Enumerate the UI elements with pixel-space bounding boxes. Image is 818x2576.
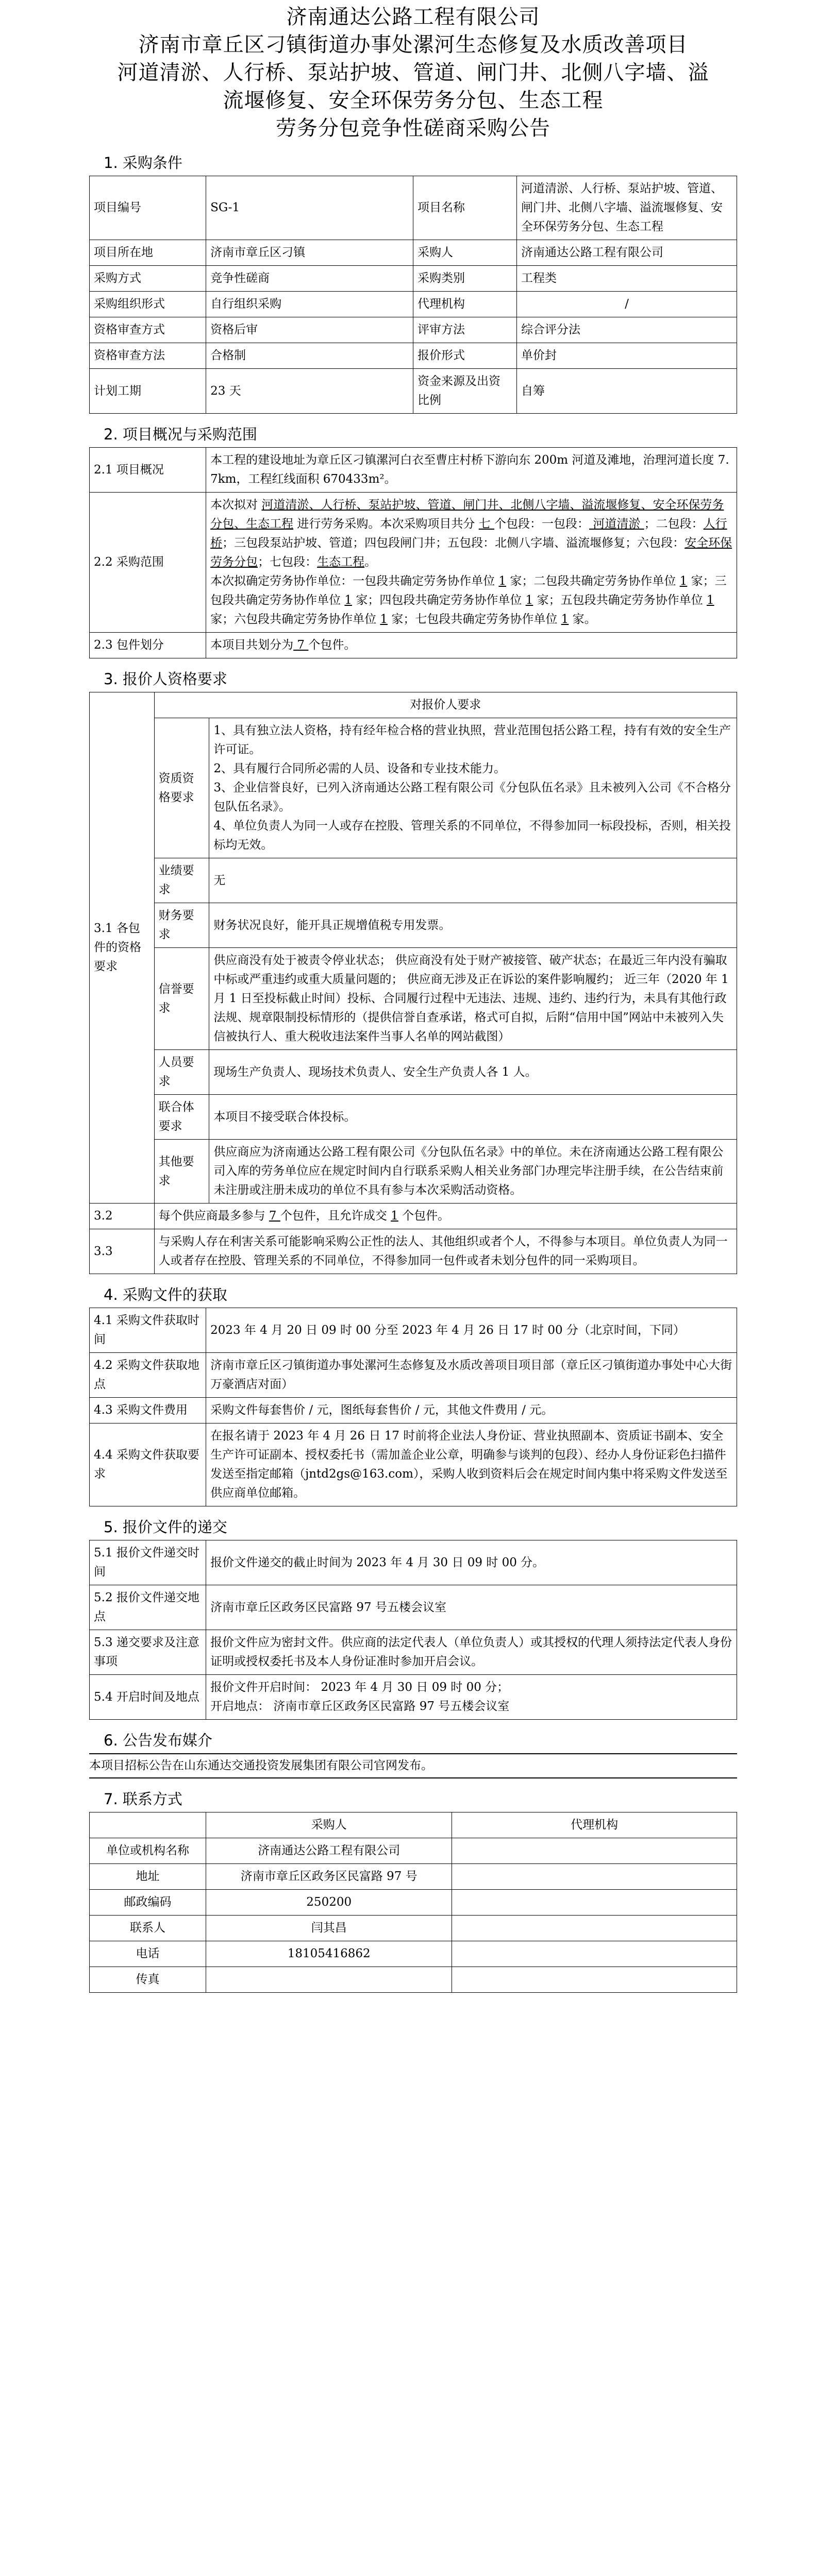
scope-paragraph-2: [210, 572, 732, 629]
overview-label: 2.1 项目概况: [90, 448, 206, 493]
text-run: 家。: [569, 613, 596, 626]
row-label: 5.3 递交要求及注意事项: [90, 1630, 206, 1675]
field-label: 评审方法: [413, 317, 516, 343]
text-run: ；二包段：: [644, 517, 704, 531]
field-value: 23 天: [206, 369, 413, 414]
underlined-value: 1: [498, 574, 507, 588]
qual-item-3: 3、企业信誉良好，已列入济南通达公路工程有限公司《分包队伍名录》且未被列入公司《不合格分包队伍名录》。: [213, 781, 731, 814]
field-label: 资格审查方法: [90, 343, 206, 369]
opening-place: 开启地点： 济南市章丘区政务区民富路 97 号五楼会议室: [210, 1700, 510, 1713]
finance-label: 财务要求: [154, 903, 209, 948]
row-value: 报价文件应为密封文件。供应商的法定代表人（单位负责人）或其授权的代理人须持法定代表人身份证明或授权委托书及本人身份证准时参加开启会议。: [206, 1630, 737, 1675]
field-value: 竞争性磋商: [206, 266, 413, 292]
field-value: 合格制: [206, 343, 413, 369]
underlined-value: 7: [269, 1209, 280, 1223]
column-header: 代理机构: [452, 1812, 737, 1838]
title-block: [89, 3, 737, 142]
contact-label: 联系人: [90, 1916, 206, 1941]
contact-label: 电话: [90, 1941, 206, 1967]
qual-cert-label: 资质资格要求: [154, 718, 209, 858]
table-row: [90, 948, 737, 1050]
project-title: 济南市章丘区刁镇街道办事处漯河生态修复及水质改善项目: [138, 33, 688, 57]
qualification-main-label: 3.1 各包件的资格要求: [90, 692, 155, 1204]
field-label: 采购类别: [413, 266, 516, 292]
field-label: 采购人: [413, 240, 516, 266]
qual-item-1: 1、具有独立法人资格，持有经年检合格的营业执照，营业范围包括公路工程，持有有效的安全生产许可证。: [213, 724, 731, 756]
qualification-header: 对报价人要求: [154, 692, 737, 718]
table-row: [90, 1204, 737, 1229]
contact-label: 地址: [90, 1864, 206, 1890]
row-label: 4.4 采购文件获取要求: [90, 1423, 206, 1506]
text-run: 进行劳务采购。本次采购项目共分: [293, 517, 479, 531]
table-row: [90, 1967, 737, 1993]
section-6-heading: 6. 公告发布媒介: [104, 1732, 212, 1749]
personnel-label: 人员要求: [154, 1050, 209, 1095]
text-run: ；三包段泵站护坡、管道；四包段闸门井；五包段：北侧八字墙、溢流堰修复；六包段：: [222, 536, 685, 550]
table-row: [90, 633, 737, 658]
underlined-value: 河道清淤、人行桥、泵站护坡、管道、闸门井、北侧八字墙、溢流堰修复、安全环保劳务分包、生态工程: [210, 498, 724, 531]
table-row: [90, 1864, 737, 1890]
underlined-value: 1: [561, 613, 569, 626]
performance-text: 无: [209, 858, 737, 903]
text-run: ；七包段：: [258, 555, 318, 569]
rule-3-3-label: 3.3: [90, 1229, 155, 1274]
contact-value: [452, 1864, 737, 1890]
row-label: 5.2 报价文件递交地点: [90, 1585, 206, 1630]
contact-value: [452, 1941, 737, 1967]
table-row: [90, 1916, 737, 1941]
table-row: [90, 1095, 737, 1140]
document: [89, 3, 737, 1993]
section-5-heading: 5. 报价文件的递交: [104, 1518, 227, 1536]
opening-time: 报价文件开启时间： 2023 年 4 月 30 日 09 时 00 分；: [210, 1681, 509, 1694]
row-value: 济南市章丘区政务区民富路 97 号五楼会议室: [206, 1585, 737, 1630]
row-label: 4.2 采购文件获取地点: [90, 1353, 206, 1398]
submission-table: [89, 1540, 737, 1720]
contact-value: [452, 1838, 737, 1864]
text-run: 每个供应商最多参与: [158, 1209, 269, 1223]
rule-3-2-label: 3.2: [90, 1204, 155, 1229]
underlined-value: 人行桥: [210, 517, 727, 550]
field-value: /: [516, 292, 737, 317]
section-3-heading: 3. 报价人资格要求: [104, 670, 227, 688]
table-row: [90, 1398, 737, 1423]
row-label: 5.1 报价文件递交时间: [90, 1540, 206, 1585]
document-acquisition-table: [89, 1308, 737, 1506]
table-row: [90, 1229, 737, 1274]
scope-title-line-1: 河道清淤、人行桥、泵站护坡、管道、闸门井、北侧八字墙、溢: [117, 61, 709, 84]
field-label: 代理机构: [413, 292, 516, 317]
row-value: 在报名请于 2023 年 4 月 26 日 17 时前将企业法人身份证、营业执照副本、资质证书副本、安全生产许可证副本、授权委托书（需加盖企业公章，明确参与谈判的包段）、经办人身份证彩色扫描件发送至指定邮箱（jntd2gs@163.com），采购人收到资料后会在规定时间内集中将采购文件发送至供应商单位邮箱。: [206, 1423, 737, 1506]
publication-media-text: 本项目招标公告在山东通达交通投资发展集团有限公司官网发布。: [89, 1759, 433, 1772]
field-label: 项目编号: [90, 176, 206, 240]
text-run: 个包段：一包段：: [494, 517, 590, 531]
section-2-heading: 2. 项目概况与采购范围: [104, 426, 257, 443]
table-row: [90, 1838, 737, 1864]
procurement-conditions-table: [89, 176, 737, 414]
field-value: 济南通达公路工程有限公司: [516, 240, 737, 266]
table-row: [90, 1540, 737, 1585]
table-row: [90, 448, 737, 493]
opening-label: 5.4 开启时间及地点: [90, 1675, 206, 1720]
row-value: 采购文件每套售价 / 元，图纸每套售价 / 元，其他文件费用 / 元。: [206, 1398, 737, 1423]
table-header-row: [90, 1812, 737, 1838]
section-1-heading: 1. 采购条件: [104, 154, 182, 172]
qual-item-4: 4、单位负责人为同一人或存在控股、管理关系的不同单位，不得参加同一标段投标，否则，相关投标均无效。: [213, 819, 731, 852]
text-run: 家；四包段共确定劳务协作单位: [352, 594, 526, 607]
table-row: [90, 317, 737, 343]
scope-title-line-2: 流堰修复、安全环保劳务分包、生态工程: [223, 89, 604, 112]
table-row: [90, 240, 737, 266]
contact-value: 济南市章丘区政务区民富路 97 号: [206, 1864, 452, 1890]
column-header: 采购人: [206, 1812, 452, 1838]
text-run: 个包件。: [398, 1209, 450, 1223]
table-row: [90, 1353, 737, 1398]
overview-text: 本工程的建设地址为章丘区刁镇漯河白衣至曹庄村桥下游向东 200m 河道及滩地，治理河道长度 7.7km，工程红线面积 670433m²。: [206, 448, 737, 493]
credit-label: 信誉要求: [154, 948, 209, 1050]
text-run: 本次拟确定劳务协作单位：一包段共确定劳务协作单位: [210, 574, 499, 588]
row-value: 报价文件递交的截止时间为 2023 年 4 月 30 日 09 时 00 分。: [206, 1540, 737, 1585]
table-row: [90, 903, 737, 948]
finance-text: 财务状况良好，能开具正规增值税专用发票。: [209, 903, 737, 948]
table-row: [90, 1423, 737, 1506]
table-row: [90, 1308, 737, 1353]
consortium-label: 联合体要求: [154, 1095, 209, 1140]
field-label: 资金来源及出资比例: [413, 369, 516, 414]
credit-text: 供应商没有处于被责令停业状态； 供应商没有处于财产被接管、破产状态；在最近三年内没有骗取中标或严重违约或重大质量问题的； 供应商无涉及正在诉讼的案件影响履约； 近三年（2020 年 1 月 1 日至投标截止时间）投标、合同履行过程中无违法、违规、违约、违约行为，未具有其他行政法规、规章限制投标情形的（提供信誉自查承诺，格式可自拟，后附“信用中国”网站中未被列入失信被执行人、重大税收违法案件当事人名单的网站截图）: [209, 948, 737, 1050]
text-run: 家；五包段共确定劳务协作单位: [533, 594, 707, 607]
package-count: 7: [293, 638, 309, 652]
table-row: [90, 1890, 737, 1916]
announcement-title: 劳务分包竞争性磋商采购公告: [276, 116, 550, 140]
underlined-value: 1: [391, 1209, 398, 1223]
field-value: 自筹: [516, 369, 737, 414]
underlined-value: 1: [525, 594, 533, 607]
table-row: [90, 369, 737, 414]
company-title: 济南通达公路工程有限公司: [286, 5, 540, 29]
contact-value: [452, 1967, 737, 1993]
package-label: 2.3 包件划分: [90, 633, 206, 658]
column-header: [90, 1812, 206, 1838]
contact-value: 闫其昌: [206, 1916, 452, 1941]
table-row: [90, 176, 737, 240]
table-row: [90, 493, 737, 633]
qualification-table: [89, 692, 737, 1274]
underlined-value: 1: [380, 613, 388, 626]
table-row: [90, 343, 737, 369]
row-label: 4.1 采购文件获取时间: [90, 1308, 206, 1353]
field-value: 济南市章丘区刁镇: [206, 240, 413, 266]
field-label: 采购方式: [90, 266, 206, 292]
rule-3-2-text: [154, 1204, 737, 1229]
text-run: 。: [364, 555, 377, 569]
underlined-value: 安全环保劳务分包: [210, 536, 732, 569]
text-run: 个包件，且允许成交: [280, 1209, 391, 1223]
table-row: [90, 266, 737, 292]
field-value: 工程类: [516, 266, 737, 292]
table-row: [90, 858, 737, 903]
rule-3-3-text: 与采购人存在利害关系可能影响采购公正性的法人、其他组织或者个人，不得参与本项目。单位负责人为同一人或者存在控股、管理关系的不同单位，不得参加同一包件或者未划分包件的同一采购项目。: [154, 1229, 737, 1274]
underlined-value: 河道清淤: [589, 517, 644, 531]
table-row: [90, 718, 737, 858]
text-run: 家；六包段共确定劳务协作单位: [210, 613, 380, 626]
contact-value: [452, 1890, 737, 1916]
section-7-heading: 7. 联系方式: [104, 1790, 182, 1808]
scope-label: 2.2 采购范围: [90, 493, 206, 633]
contact-table: [89, 1812, 737, 1993]
field-value: 自行组织采购: [206, 292, 413, 317]
scope-paragraph-1: [210, 496, 732, 572]
package-text: [206, 633, 737, 658]
field-value: 综合评分法: [516, 317, 737, 343]
field-label: 采购组织形式: [90, 292, 206, 317]
text-run: 本次拟对: [210, 498, 262, 512]
contact-value: [206, 1967, 452, 1993]
table-row: [90, 1941, 737, 1967]
table-row: [90, 1140, 737, 1204]
divider: [89, 1777, 737, 1778]
row-value: 2023 年 4 月 20 日 09 时 00 分至 2023 年 4 月 26 日 17 时 00 分（北京时间，下同）: [206, 1308, 737, 1353]
underlined-value: 1: [706, 594, 714, 607]
project-overview-table: [89, 447, 737, 658]
personnel-text: 现场生产负责人、现场技术负责人、安全生产负责人各 1 人。: [209, 1050, 737, 1095]
underlined-value: 1: [344, 594, 353, 607]
table-row: [90, 292, 737, 317]
underlined-value: 生态工程: [317, 555, 365, 569]
qual-item-2: 2、具有履行合同所必需的人员、设备和专业技术能力。: [213, 762, 506, 775]
field-value: 河道清淤、人行桥、泵站护坡、管道、闸门井、北侧八字墙、溢流堰修复、安全环保劳务分包、生态工程: [516, 176, 737, 240]
other-text: 供应商应为济南通达公路工程有限公司《分包队伍名录》中的单位。未在济南通达公路工程有限公司入库的劳务单位应在规定时间内自行联系采购人相关业务部门办理完毕注册手续，在公告结束前未注册或注册未成功的单位不具有参与本次采购活动资格。: [209, 1140, 737, 1204]
scope-text: [206, 493, 737, 633]
table-row: [90, 1585, 737, 1630]
opening-text: [206, 1675, 737, 1720]
field-label: 资格审查方式: [90, 317, 206, 343]
package-text-post: 个包件。: [308, 638, 356, 652]
contact-label: 传真: [90, 1967, 206, 1993]
field-label: 项目所在地: [90, 240, 206, 266]
table-row: [90, 1630, 737, 1675]
row-label: 4.3 采购文件费用: [90, 1398, 206, 1423]
package-text-pre: 本项目共划分为: [210, 638, 294, 652]
qual-cert-text: [209, 718, 737, 858]
performance-label: 业绩要求: [154, 858, 209, 903]
contact-label: 邮政编码: [90, 1890, 206, 1916]
field-label: 项目名称: [413, 176, 516, 240]
row-value: 济南市章丘区刁镇街道办事处漯河生态修复及水质改善项目项目部（章丘区刁镇街道办事处中心大街万豪酒店对面）: [206, 1353, 737, 1398]
section-4-heading: 4. 采购文件的获取: [104, 1286, 227, 1303]
field-value: SG-1: [206, 176, 413, 240]
field-label: 计划工期: [90, 369, 206, 414]
field-label: 报价形式: [413, 343, 516, 369]
table-row: [90, 692, 737, 718]
underlined-value: 1: [679, 574, 688, 588]
contact-value: [452, 1916, 737, 1941]
contact-value: 济南通达公路工程有限公司: [206, 1838, 452, 1864]
text-run: 家；三包段共确定劳务协作单位: [210, 574, 727, 607]
text-run: 家；二包段共确定劳务协作单位: [506, 574, 680, 588]
contact-label: 单位或机构名称: [90, 1838, 206, 1864]
contact-value: 18105416862: [206, 1941, 452, 1967]
consortium-text: 本项目不接受联合体投标。: [209, 1095, 737, 1140]
text-run: 家；七包段共确定劳务协作单位: [388, 613, 561, 626]
other-label: 其他要求: [154, 1140, 209, 1204]
contact-value: 250200: [206, 1890, 452, 1916]
table-row: [90, 1675, 737, 1720]
table-row: [90, 1050, 737, 1095]
underlined-value: 七: [478, 517, 495, 531]
field-value: 资格后审: [206, 317, 413, 343]
field-value: 单价封: [516, 343, 737, 369]
